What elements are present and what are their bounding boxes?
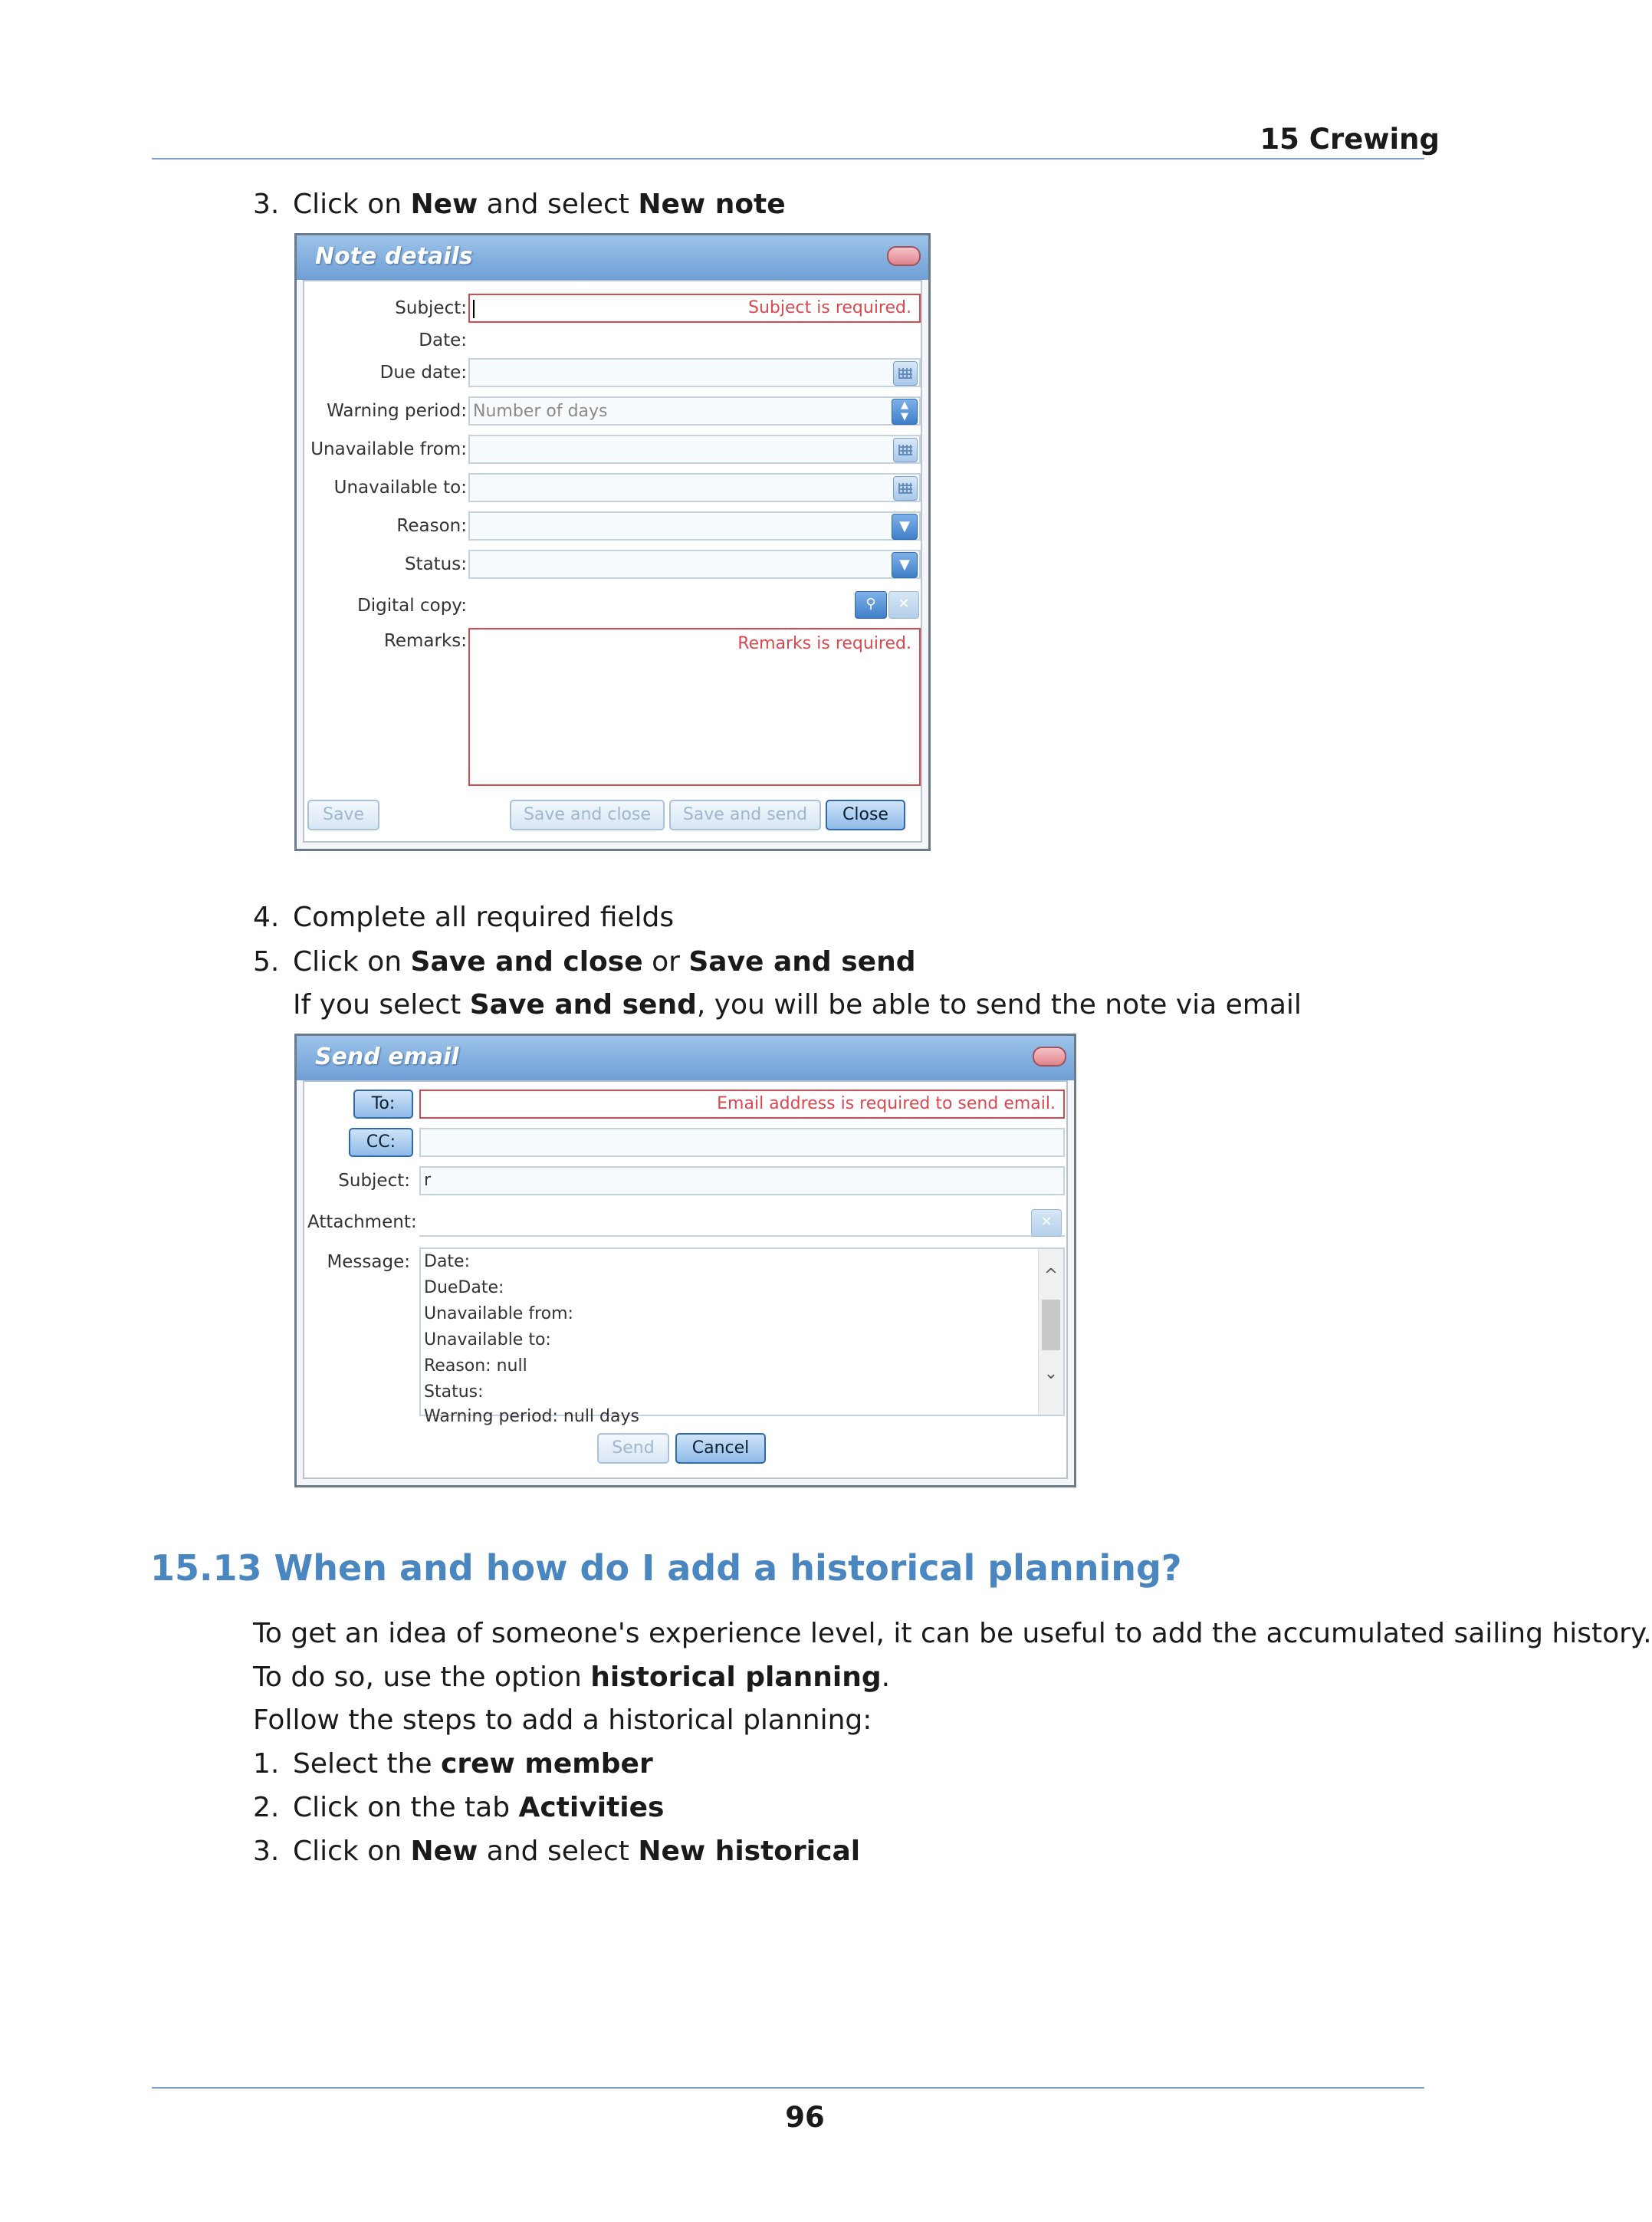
date-label: Date: xyxy=(419,330,467,350)
status-label: Status: xyxy=(404,554,467,574)
text: Click on xyxy=(293,189,411,220)
clear-icon[interactable]: ✕ xyxy=(888,591,919,619)
text: Click on xyxy=(293,946,411,978)
dialog-body xyxy=(303,1080,1068,1479)
text: To do so, use the option xyxy=(253,1662,591,1693)
subject-label: Subject: xyxy=(395,298,467,318)
status-select[interactable] xyxy=(468,550,921,579)
cc-button[interactable]: CC: xyxy=(349,1128,413,1157)
text: . xyxy=(881,1662,891,1693)
page-number: 96 xyxy=(785,2101,825,2134)
calendar-icon[interactable] xyxy=(893,361,918,386)
dialog-title: Send email xyxy=(315,1044,459,1070)
text: Select the xyxy=(293,1748,442,1780)
message-line: Date: xyxy=(424,1252,470,1271)
dialog-title: Note details xyxy=(315,243,473,270)
bold-text: New note xyxy=(638,189,786,220)
bold-text: Save and close xyxy=(410,946,643,978)
chevron-down-icon[interactable]: ▼ xyxy=(892,514,918,540)
to-input[interactable] xyxy=(419,1090,1065,1119)
clear-icon[interactable]: ✕ xyxy=(1031,1209,1062,1237)
step-note xyxy=(293,989,1302,1021)
subject-input[interactable] xyxy=(468,294,921,323)
paragraph xyxy=(253,1704,872,1736)
subject-value: r xyxy=(424,1171,432,1190)
close-button[interactable]: Close xyxy=(826,800,905,830)
unavailable-to-label: Unavailable to: xyxy=(333,478,467,498)
step-number: 5. xyxy=(253,946,280,978)
bold-text: Activities xyxy=(518,1792,665,1823)
step-line xyxy=(253,1748,653,1780)
chevron-down-icon[interactable]: ▼ xyxy=(892,552,918,578)
subject-label: Subject: xyxy=(338,1171,410,1191)
step-number: 1. xyxy=(253,1748,280,1780)
warning-period-placeholder: Number of days xyxy=(473,402,608,421)
bold-text: New xyxy=(410,1836,478,1867)
scroll-up-icon[interactable]: ^ xyxy=(1043,1266,1059,1285)
to-error: Email address is required to send email. xyxy=(717,1094,1056,1113)
text: To get an idea of someone's experience level, it can be useful to add the accumulated sailing history. xyxy=(253,1618,1652,1649)
unavailable-to-input[interactable] xyxy=(468,473,921,502)
warning-period-input[interactable] xyxy=(468,396,921,426)
step-line xyxy=(253,189,786,220)
calendar-icon[interactable] xyxy=(893,438,918,462)
header-rule xyxy=(152,158,1424,159)
subject-error: Subject is required. xyxy=(748,298,911,317)
step-number: 4. xyxy=(253,902,280,933)
step-line xyxy=(253,902,674,933)
remarks-error: Remarks is required. xyxy=(737,634,911,653)
chapter-header: 15 Crewing xyxy=(1260,123,1440,156)
close-icon[interactable] xyxy=(887,246,921,266)
attachment-field xyxy=(419,1208,1065,1237)
due-date-input[interactable] xyxy=(468,358,921,387)
subject-input[interactable] xyxy=(419,1166,1065,1195)
save-and-send-button[interactable]: Save and send xyxy=(669,800,821,830)
text: Click on the tab xyxy=(293,1792,519,1823)
text: or xyxy=(642,946,689,978)
paragraph xyxy=(253,1662,890,1693)
message-line: DueDate: xyxy=(424,1278,504,1297)
bold-text: New historical xyxy=(638,1836,861,1867)
text-cursor xyxy=(473,300,475,318)
search-icon[interactable]: ⚲ xyxy=(855,591,887,619)
scrollbar[interactable] xyxy=(1038,1249,1063,1415)
footer-rule xyxy=(152,2087,1424,2089)
dialog-header xyxy=(297,235,928,280)
message-line: Warning period: null days xyxy=(424,1407,639,1426)
message-textarea[interactable] xyxy=(419,1247,1065,1426)
bold-text: historical planning xyxy=(590,1662,882,1693)
unavailable-from-label: Unavailable from: xyxy=(310,439,467,459)
step-number: 3. xyxy=(253,189,280,220)
text: Follow the steps to add a historical planning: xyxy=(253,1704,872,1736)
text: Click on xyxy=(293,1836,411,1867)
message-line: Unavailable from: xyxy=(424,1304,573,1323)
text: Complete all required fields xyxy=(293,902,675,933)
message-line: Unavailable to: xyxy=(424,1330,551,1349)
due-date-label: Due date: xyxy=(379,363,467,383)
calendar-icon[interactable] xyxy=(893,476,918,501)
cc-input[interactable] xyxy=(419,1128,1065,1157)
message-line: Reason: null xyxy=(424,1356,527,1376)
step-number: 2. xyxy=(253,1792,280,1823)
text: and select xyxy=(478,189,639,220)
send-email-dialog xyxy=(294,1034,1076,1487)
bold-text: crew member xyxy=(441,1748,653,1780)
cancel-button[interactable]: Cancel xyxy=(675,1433,766,1464)
close-icon[interactable] xyxy=(1033,1047,1066,1067)
attachment-label: Attachment: xyxy=(307,1212,417,1232)
text: If you select xyxy=(293,989,470,1021)
spinner-icon[interactable]: ▲ ▼ xyxy=(892,399,918,425)
reason-select[interactable] xyxy=(468,511,921,541)
remarks-textarea[interactable] xyxy=(468,628,921,786)
to-button[interactable]: To: xyxy=(353,1090,413,1119)
scroll-down-icon[interactable]: ⌄ xyxy=(1043,1364,1059,1383)
text: and select xyxy=(478,1836,639,1867)
save-button[interactable]: Save xyxy=(307,800,379,830)
step-line xyxy=(253,946,915,978)
bold-text: New xyxy=(410,189,478,220)
step-line xyxy=(253,1792,664,1823)
digital-copy-label: Digital copy: xyxy=(357,596,467,616)
dialog-body xyxy=(303,280,922,843)
reason-label: Reason: xyxy=(396,516,467,536)
dialog-header xyxy=(297,1036,1074,1080)
scrollbar-thumb[interactable] xyxy=(1042,1300,1060,1350)
message-label: Message: xyxy=(327,1252,410,1272)
remarks-label: Remarks: xyxy=(383,631,467,651)
step-line xyxy=(253,1836,860,1867)
step-number: 3. xyxy=(253,1836,280,1867)
text: , you will be able to send the note via email xyxy=(696,989,1302,1021)
send-button[interactable]: Send xyxy=(597,1433,669,1464)
section-title: 15.13 When and how do I add a historical planning? xyxy=(150,1547,1182,1589)
warning-period-label: Warning period: xyxy=(327,401,467,421)
bold-text: Save and send xyxy=(688,946,916,978)
bold-text: Save and send xyxy=(469,989,697,1021)
paragraph xyxy=(253,1618,1652,1649)
note-details-dialog xyxy=(294,233,931,851)
unavailable-from-input[interactable] xyxy=(468,435,921,464)
message-line: Status: xyxy=(424,1382,484,1402)
save-and-close-button[interactable]: Save and close xyxy=(510,800,665,830)
